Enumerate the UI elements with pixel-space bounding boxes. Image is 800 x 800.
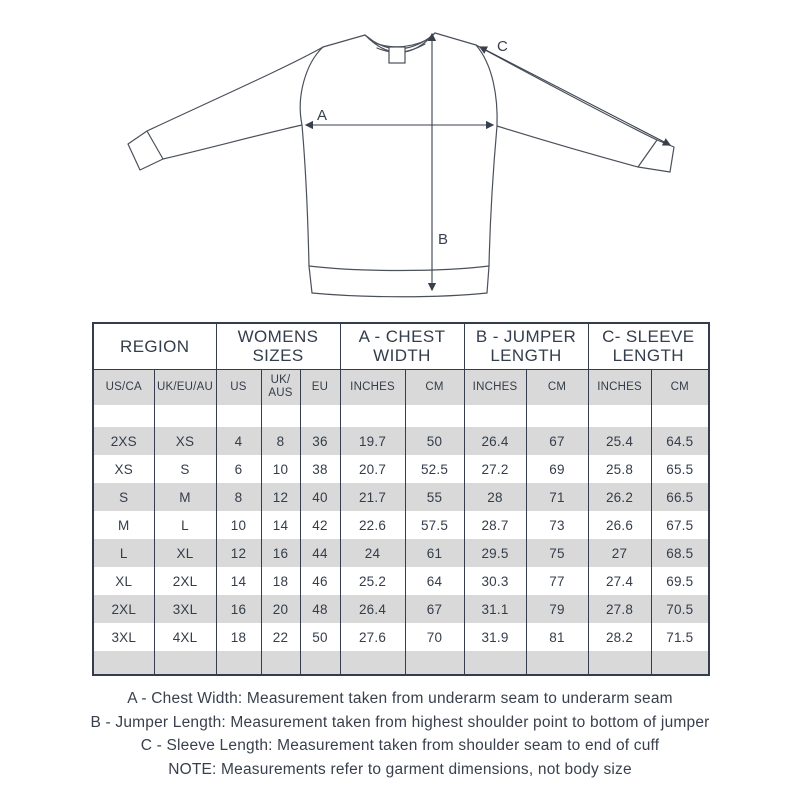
cell: XS <box>114 461 133 477</box>
cell: 71.5 <box>651 623 709 651</box>
cell: 31.1 <box>464 595 526 623</box>
cell: 70.5 <box>651 595 709 623</box>
col-group-womens-sizes: WOMENS SIZES <box>216 323 340 369</box>
cell: 64 <box>405 567 464 595</box>
table-row <box>93 455 709 483</box>
note-jumper-length: B - Jumper Length: Measurement taken from highest shoulder point to bottom of jumper <box>90 713 710 731</box>
measurement-arrows <box>306 34 670 290</box>
cell: M <box>154 483 216 511</box>
cell: 38 <box>300 455 340 483</box>
spacer-row-bottom <box>93 651 709 675</box>
hem-bottom-line <box>312 293 487 297</box>
cell: 28.2 <box>588 623 651 651</box>
left-side-seam <box>302 125 309 266</box>
cell: 67 <box>405 595 464 623</box>
subheader-eu: EU <box>300 369 340 405</box>
cell: 28 <box>464 483 526 511</box>
cell: 55 <box>405 483 464 511</box>
cell: 69 <box>526 455 588 483</box>
cell: 20.7 <box>340 455 405 483</box>
table-row <box>93 623 709 651</box>
cell: 65.5 <box>651 455 709 483</box>
cell: 14 <box>216 567 261 595</box>
left-shoulder-seam <box>323 35 365 47</box>
label-b: B <box>438 231 449 248</box>
cell: XL <box>115 573 133 589</box>
cell: 69.5 <box>651 567 709 595</box>
cell: 50 <box>300 623 340 651</box>
label-c: C <box>497 38 508 55</box>
cell: 44 <box>300 539 340 567</box>
right-shoulder-seam <box>435 33 476 45</box>
cell: S <box>154 455 216 483</box>
collar-left-join <box>365 35 373 41</box>
cell: 2XS <box>110 433 137 449</box>
cell: 12 <box>216 539 261 567</box>
left-cuff <box>128 131 163 170</box>
cell: 4XL <box>154 623 216 651</box>
table-row <box>93 427 709 455</box>
cell: 27.6 <box>340 623 405 651</box>
measurement-notes <box>0 687 800 781</box>
cell: 6 <box>216 455 261 483</box>
cell: 8 <box>261 427 300 455</box>
subheader-jumper-cm: CM <box>526 369 588 405</box>
jumper-outline <box>128 33 674 297</box>
right-armhole-seam <box>476 45 497 126</box>
hem-left-edge <box>309 266 312 293</box>
table-row <box>93 511 709 539</box>
cell: 12 <box>261 483 300 511</box>
cell: L <box>154 511 216 539</box>
cell: 2XL <box>154 567 216 595</box>
cell: 18 <box>261 567 300 595</box>
subheader-sleeve-cm: CM <box>651 369 709 405</box>
table-row <box>93 567 709 595</box>
cell: 61 <box>405 539 464 567</box>
cell: 25.4 <box>588 427 651 455</box>
cell: 10 <box>261 455 300 483</box>
cell: 21.7 <box>340 483 405 511</box>
cell: 20 <box>261 595 300 623</box>
cell: 2XL <box>111 601 137 617</box>
cell: 77 <box>526 567 588 595</box>
cell: 31.9 <box>464 623 526 651</box>
cell: 42 <box>300 511 340 539</box>
subheader-chest-cm: CM <box>405 369 464 405</box>
cell: 46 <box>300 567 340 595</box>
table-row <box>93 595 709 623</box>
note-garment-dimensions: NOTE: Measurements refer to garment dimensions, not body size <box>168 760 632 778</box>
cell: 16 <box>216 595 261 623</box>
hem-top-line <box>309 266 489 271</box>
label-a: A <box>317 107 328 124</box>
cell: 10 <box>216 511 261 539</box>
cell: 50 <box>405 427 464 455</box>
right-sleeve-underside <box>497 126 638 167</box>
cell: 73 <box>526 511 588 539</box>
cell: 8 <box>216 483 261 511</box>
cell: 22.6 <box>340 511 405 539</box>
cell: 66.5 <box>651 483 709 511</box>
cell: 29.5 <box>464 539 526 567</box>
cell: 25.8 <box>588 455 651 483</box>
cell: S <box>119 489 129 505</box>
cell: 40 <box>300 483 340 511</box>
cell: 26.2 <box>588 483 651 511</box>
cell: 25.2 <box>340 567 405 595</box>
cell: 75 <box>526 539 588 567</box>
cell: 64.5 <box>651 427 709 455</box>
cell: 24 <box>340 539 405 567</box>
cell: 27.8 <box>588 595 651 623</box>
cell: 3XL <box>154 595 216 623</box>
note-chest-width: A - Chest Width: Measurement taken from underarm seam to underarm seam <box>127 690 673 707</box>
cell: 26.4 <box>464 427 526 455</box>
cell: M <box>118 517 130 533</box>
cell: 27.4 <box>588 567 651 595</box>
subheader-us-ca: US/CA <box>105 380 142 393</box>
cell: 79 <box>526 595 588 623</box>
cell: 68.5 <box>651 539 709 567</box>
cell: 27.2 <box>464 455 526 483</box>
cell: 18 <box>216 623 261 651</box>
jumper-measurement-diagram <box>0 0 800 312</box>
cell: 3XL <box>111 629 137 645</box>
table-group-header-row <box>93 323 709 369</box>
cell: 26.4 <box>340 595 405 623</box>
subheader-chest-inches: INCHES <box>340 369 405 405</box>
cell: XL <box>154 539 216 567</box>
subheader-uk-aus: UK/ AUS <box>261 369 300 405</box>
table-subheader-row <box>93 369 709 405</box>
cell: 70 <box>405 623 464 651</box>
subheader-jumper-inches: INCHES <box>464 369 526 405</box>
left-sleeve-underside <box>163 125 302 159</box>
subheader-uk-eu-au: UK/EU/AU <box>154 369 216 405</box>
table-row <box>93 483 709 511</box>
cell: 27 <box>588 539 651 567</box>
hem-right-edge <box>487 266 489 293</box>
subheader-sleeve-inches: INCHES <box>588 369 651 405</box>
cell: 48 <box>300 595 340 623</box>
cell: 22 <box>261 623 300 651</box>
cell: 28.7 <box>464 511 526 539</box>
col-group-jumper-length: B - JUMPER LENGTH <box>464 323 588 369</box>
cell: XS <box>154 427 216 455</box>
size-table <box>92 322 710 676</box>
cell: 81 <box>526 623 588 651</box>
col-group-region: REGION <box>93 323 216 369</box>
left-sleeve-top <box>147 47 323 131</box>
right-side-seam <box>489 126 497 266</box>
cell: 67.5 <box>651 511 709 539</box>
col-group-chest-width: A - CHEST WIDTH <box>340 323 464 369</box>
cell: 57.5 <box>405 511 464 539</box>
note-sleeve-length: C - Sleeve Length: Measurement taken from shoulder seam to end of cuff <box>140 737 660 754</box>
table-row <box>93 539 709 567</box>
cell: 52.5 <box>405 455 464 483</box>
cell: 67 <box>526 427 588 455</box>
cell: 71 <box>526 483 588 511</box>
col-group-sleeve-length: C- SLEEVE LENGTH <box>588 323 709 369</box>
sleeve-length-arrow <box>480 47 670 145</box>
cell: 26.6 <box>588 511 651 539</box>
cell: 19.7 <box>340 427 405 455</box>
spacer-row-top <box>93 405 709 427</box>
neck-label-tag <box>389 47 405 63</box>
cell: 36 <box>300 427 340 455</box>
subheader-us: US <box>216 369 261 405</box>
cell: L <box>119 545 128 561</box>
cell: 30.3 <box>464 567 526 595</box>
cell: 16 <box>261 539 300 567</box>
cell: 14 <box>261 511 300 539</box>
cell: 4 <box>216 427 261 455</box>
